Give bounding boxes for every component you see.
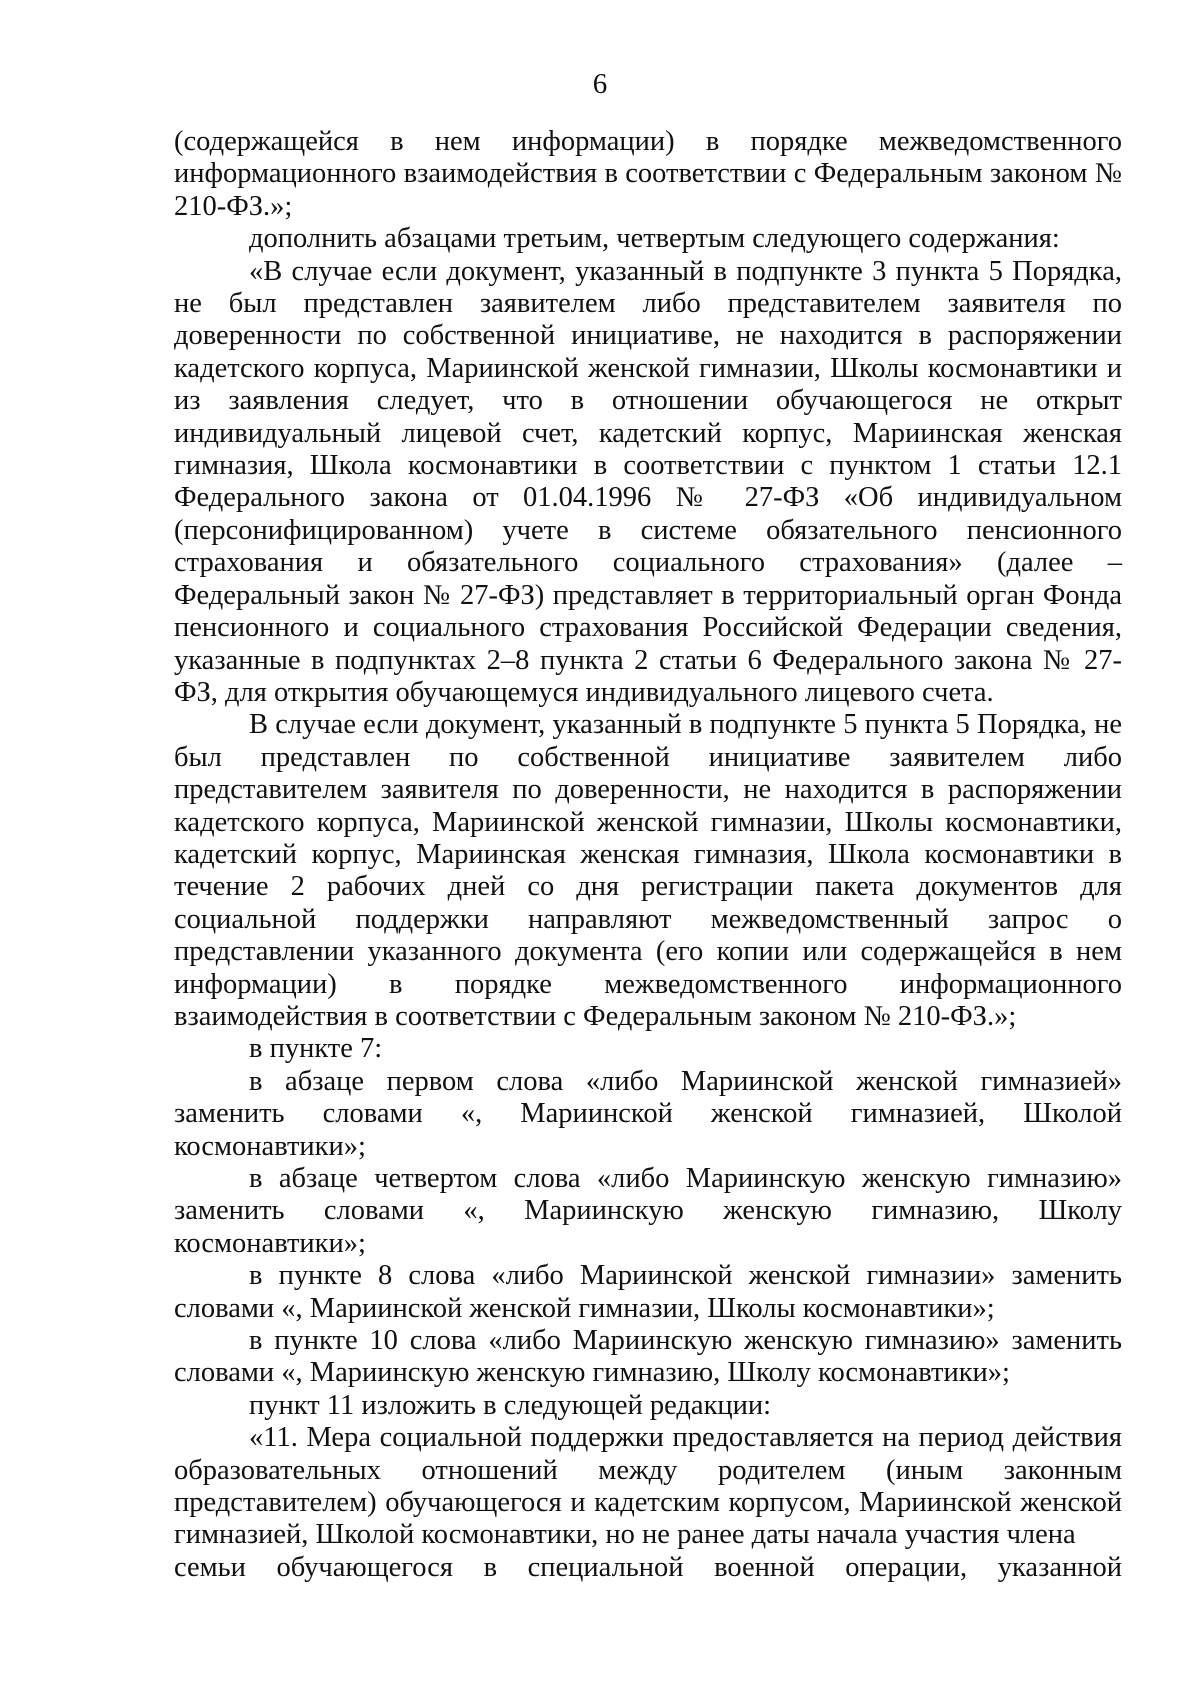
document-body <box>174 126 1122 1584</box>
paragraph: В случае если документ, указанный в подпункте 5 пункта 5 Порядка, не был представлен по собственной инициативе заявителем либо представителем заявителя по доверенности, не находится в распоряжении кадетского корпуса, Мариинской женской гимназии, Школы космонавтики, кадетский корпус, Мариинская женская гимназия, Школа космонавтики в течение 2 рабочих дней со дня регистрации пакета документов для социальной поддержки направляют межведомственный запрос о представлении указанного документа (его копии или содержащейся в нем информации) в порядке межведомственного информационного взаимодействия в соответствии с Федеральным законом № 210-ФЗ.»; <box>174 709 1122 1032</box>
paragraph: в пункте 8 слова «либо Мариинской женской гимназии» заменить словами «, Мариинской женской гимназии, Школы космонавтики»; <box>174 1260 1122 1324</box>
paragraph: в абзаце четвертом слова «либо Мариинскую женскую гимназию» заменить словами «, Мариинскую женскую гимназию, Школу космонавтики»; <box>174 1163 1122 1259</box>
paragraph: «11. Мера социальной поддержки предоставляется на период действия образовательных отношений между родителем (иным законным представителем) обучающегося и кадетским корпусом, Мариинской женской гимназией, Школой космонавтики, но не ранее даты начала участия члена <box>174 1422 1122 1551</box>
paragraph: дополнить абзацами третьим, четвертым следующего содержания: <box>249 223 1060 255</box>
page-number: 6 <box>592 68 608 100</box>
paragraph: в пункте 10 слова «либо Мариинскую женскую гимназию» заменить словами «, Мариинскую женскую гимназию, Школу космонавтики»; <box>174 1325 1122 1389</box>
paragraph: в абзаце первом слова «либо Мариинской женской гимназией» заменить словами «, Мариинской женской гимназией, Школой космонавтики»; <box>174 1065 1122 1162</box>
paragraph: пункт 11 изложить в следующей редакции: <box>249 1389 772 1421</box>
paragraph: семьи обучающегося в специальной военной операции, указанной <box>174 1551 1122 1583</box>
paragraph: «В случае если документ, указанный в подпункте 3 пункта 5 Порядка, не был представлен заявителем либо представителем заявителя по доверенности по собственной инициативе, не находится в распоряжении кадетского корпуса, Мариинской женской гимназии, Школы космонавтики и из заявления следует, что в отношении обучающегося не открыт индивидуальный лицевой счет, кадетский корпус, Мариинская женская гимназия, Школа космонавтики в соответствии с пунктом 1 статьи 12.1 Федерального закона от 01.04.1996 № 27-ФЗ «Об индивидуальном (персонифицированном) учете в системе обязательного пенсионного страхования и обязательного социального страхования» (далее – Федеральный закон № 27-ФЗ) представляет в территориальный орган Фонда пенсионного и социального страхования Российской Федерации сведения, указанные в подпунктах 2–8 пункта 2 статьи 6 Федерального закона № 27-ФЗ, для открытия обучающемуся индивидуального лицевого счета. <box>174 255 1122 708</box>
paragraph: в пункте 7: <box>249 1033 383 1065</box>
paragraph: (содержащейся в нем информации) в порядке межведомственного информационного взаимодействия в соответствии с Федеральным законом № 210-ФЗ.»; <box>174 126 1122 222</box>
